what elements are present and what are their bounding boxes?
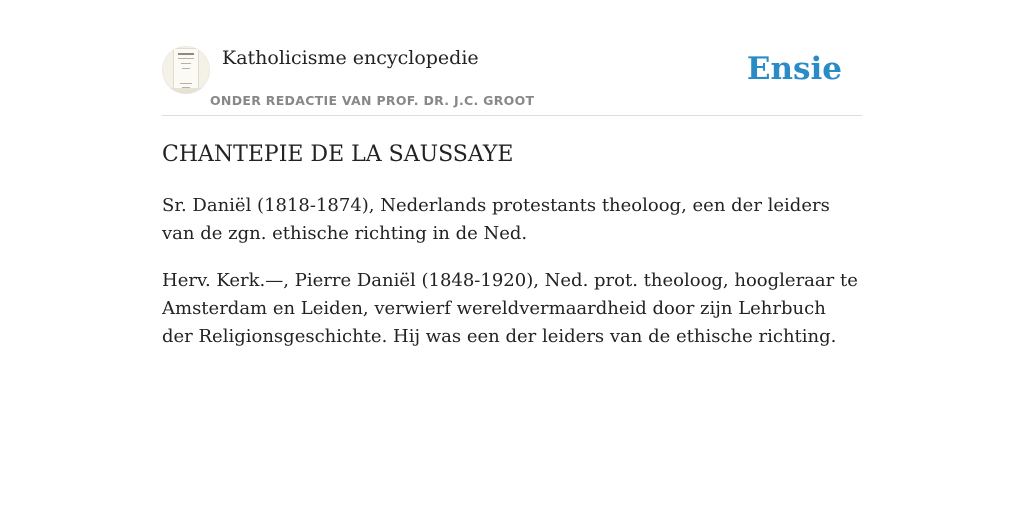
book-cover-page — [173, 48, 199, 92]
entry-paragraph: Sr. Daniël (1818-1874), Nederlands protestants theoloog, een der leiders van de zgn. ethische richting in de Ned. — [162, 195, 830, 244]
editor-credit: ONDER REDACTIE VAN PROF. DR. J.C. GROOT — [210, 93, 535, 108]
entry-paragraph: Herv. Kerk.—, Pierre Daniël (1848-1920), Ned. prot. theoloog, hoogleraar te Amsterdam en Leiden, verwierf wereldvermaardheid door zijn Lehrbuch der Religionsgeschichte. Hij was een der leiders van de ethische richting. — [162, 270, 858, 347]
book-cover-icon[interactable] — [162, 46, 210, 94]
site-header — [162, 0, 862, 116]
ensie-logo-link[interactable]: Ensie — [746, 51, 842, 87]
page — [162, 0, 862, 347]
entry-title: CHANTEPIE DE LA SAUSSAYE — [162, 142, 514, 167]
encyclopedia-title-link[interactable]: Katholicisme encyclopedie — [222, 47, 479, 69]
entry-body — [162, 192, 862, 370]
